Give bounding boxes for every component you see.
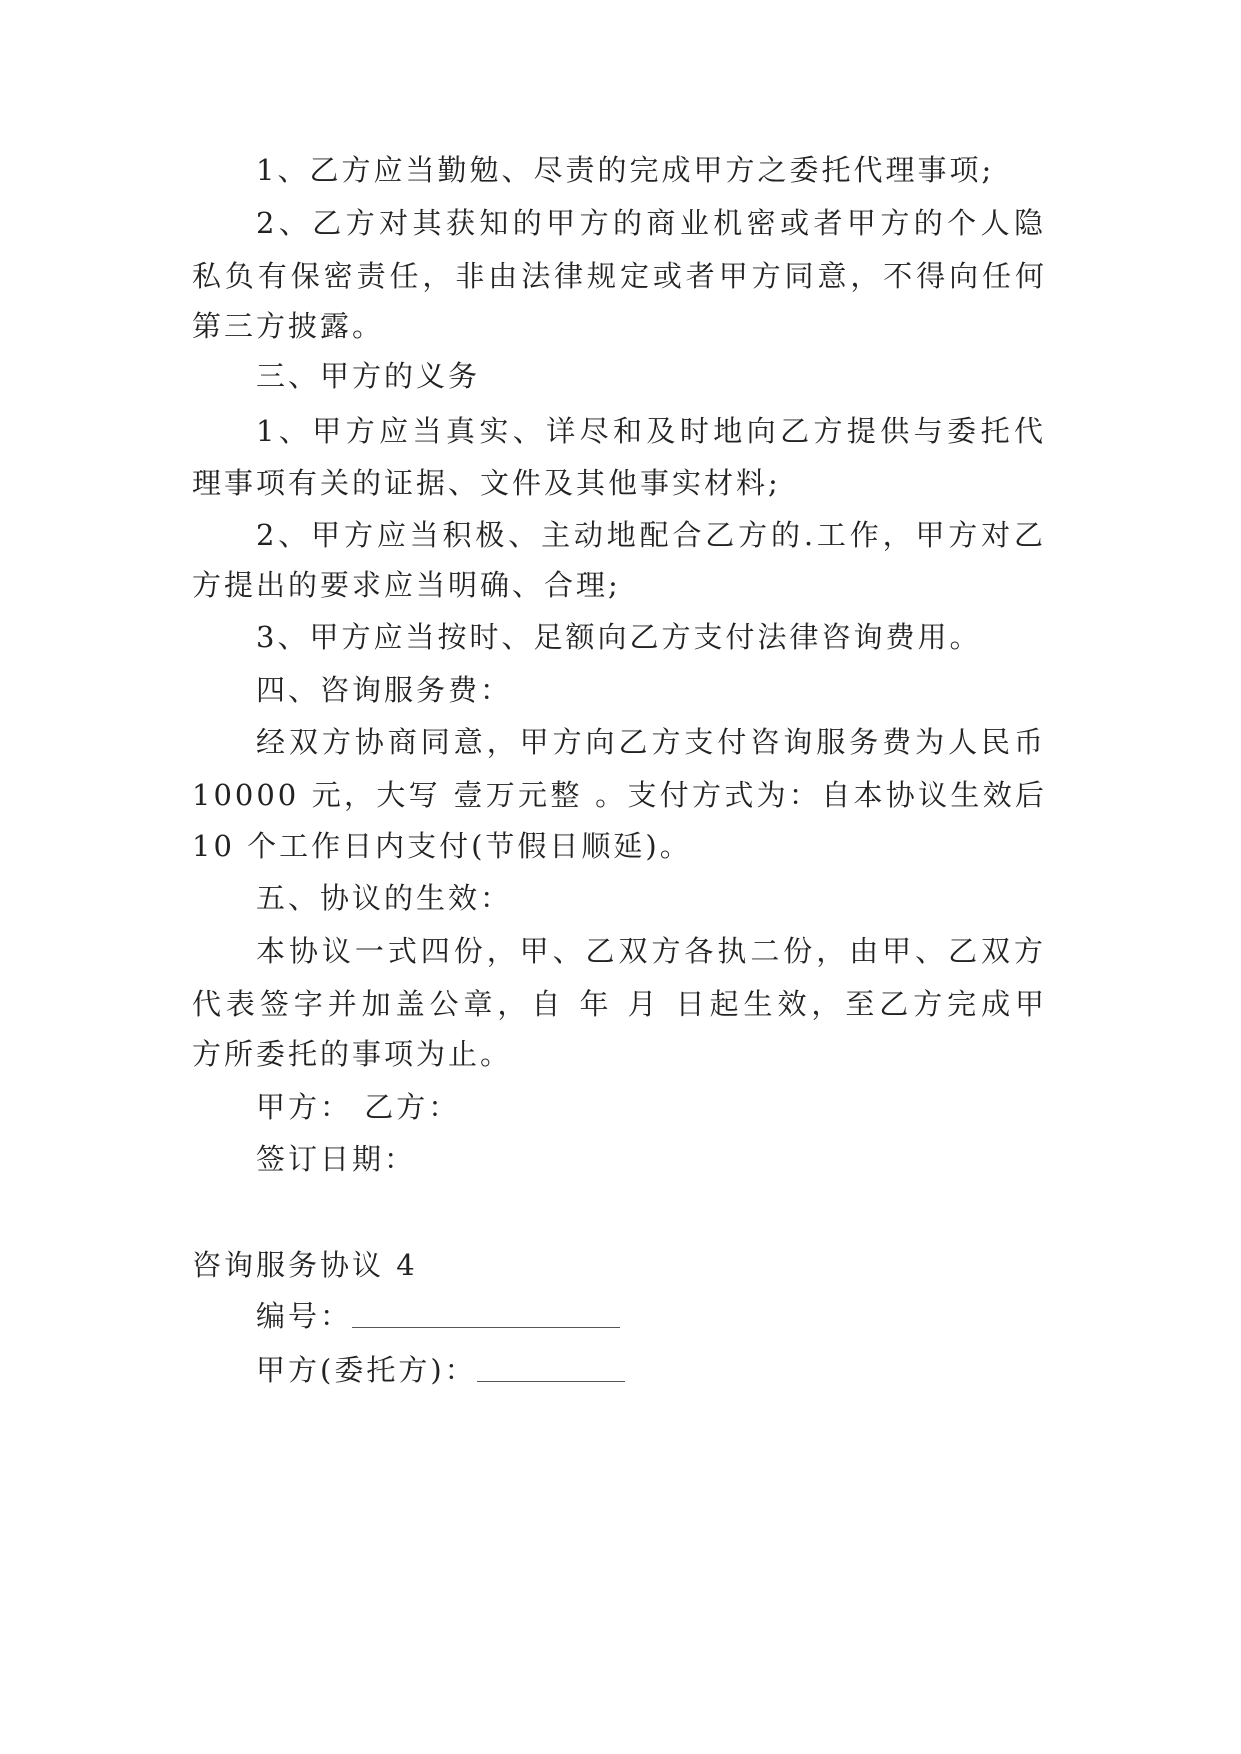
paragraph-line: 本协议一式四份，甲、乙双方各执二份，由甲、乙双方 xyxy=(256,934,1046,968)
section-heading: 三、甲方的义务 xyxy=(256,359,481,393)
section-heading: 五、协议的生效： xyxy=(256,881,513,915)
paragraph-line: 私负有保密责任，非由法律规定或者甲方同意，不得向任何 xyxy=(192,259,1047,293)
paragraph-line: 2、甲方应当积极、主动地配合乙方的.工作，甲方对乙 xyxy=(256,518,1046,552)
number-label: 编号： xyxy=(256,1299,353,1333)
paragraph-line: 10000 元，大写 壹万元整 。支付方式为：自本协议生效后 xyxy=(192,778,1047,812)
number-field-row xyxy=(256,1296,620,1336)
paragraph-line: 方提出的要求应当明确、合理; xyxy=(192,568,621,602)
party-a-label: 甲方(委托方)： xyxy=(256,1353,477,1387)
section-title: 咨询服务协议 4 xyxy=(192,1248,418,1282)
party-a-blank xyxy=(477,1355,625,1382)
party-a-field-row xyxy=(256,1350,625,1390)
paragraph-line: 2、乙方对其获知的甲方的商业机密或者甲方的个人隐 xyxy=(256,206,1046,240)
paragraph-line: 1、甲方应当真实、详尽和及时地向乙方提供与委托代 xyxy=(256,414,1046,448)
paragraph-line: 3、甲方应当按时、足额向乙方支付法律咨询费用。 xyxy=(256,620,982,654)
number-blank xyxy=(352,1301,620,1328)
signature-line: 甲方： 乙方： xyxy=(256,1090,461,1124)
paragraph-line: 代表签字并加盖公章，自 年 月 日起生效，至乙方完成甲 xyxy=(192,987,1047,1021)
paragraph-line: 理事项有关的证据、文件及其他事实材料; xyxy=(192,466,781,500)
paragraph-line: 1、乙方应当勤勉、尽责的完成甲方之委托代理事项; xyxy=(256,153,995,187)
paragraph-line: 方所委托的事项为止。 xyxy=(192,1037,513,1071)
paragraph-line: 10 个工作日内支付(节假日顺延)。 xyxy=(192,829,692,863)
paragraph-line: 经双方协商同意，甲方向乙方支付咨询服务费为人民币 xyxy=(256,725,1046,759)
section-heading: 四、咨询服务费： xyxy=(256,673,513,707)
paragraph-line: 第三方披露。 xyxy=(192,309,385,343)
signing-date-line: 签订日期： xyxy=(256,1142,417,1176)
